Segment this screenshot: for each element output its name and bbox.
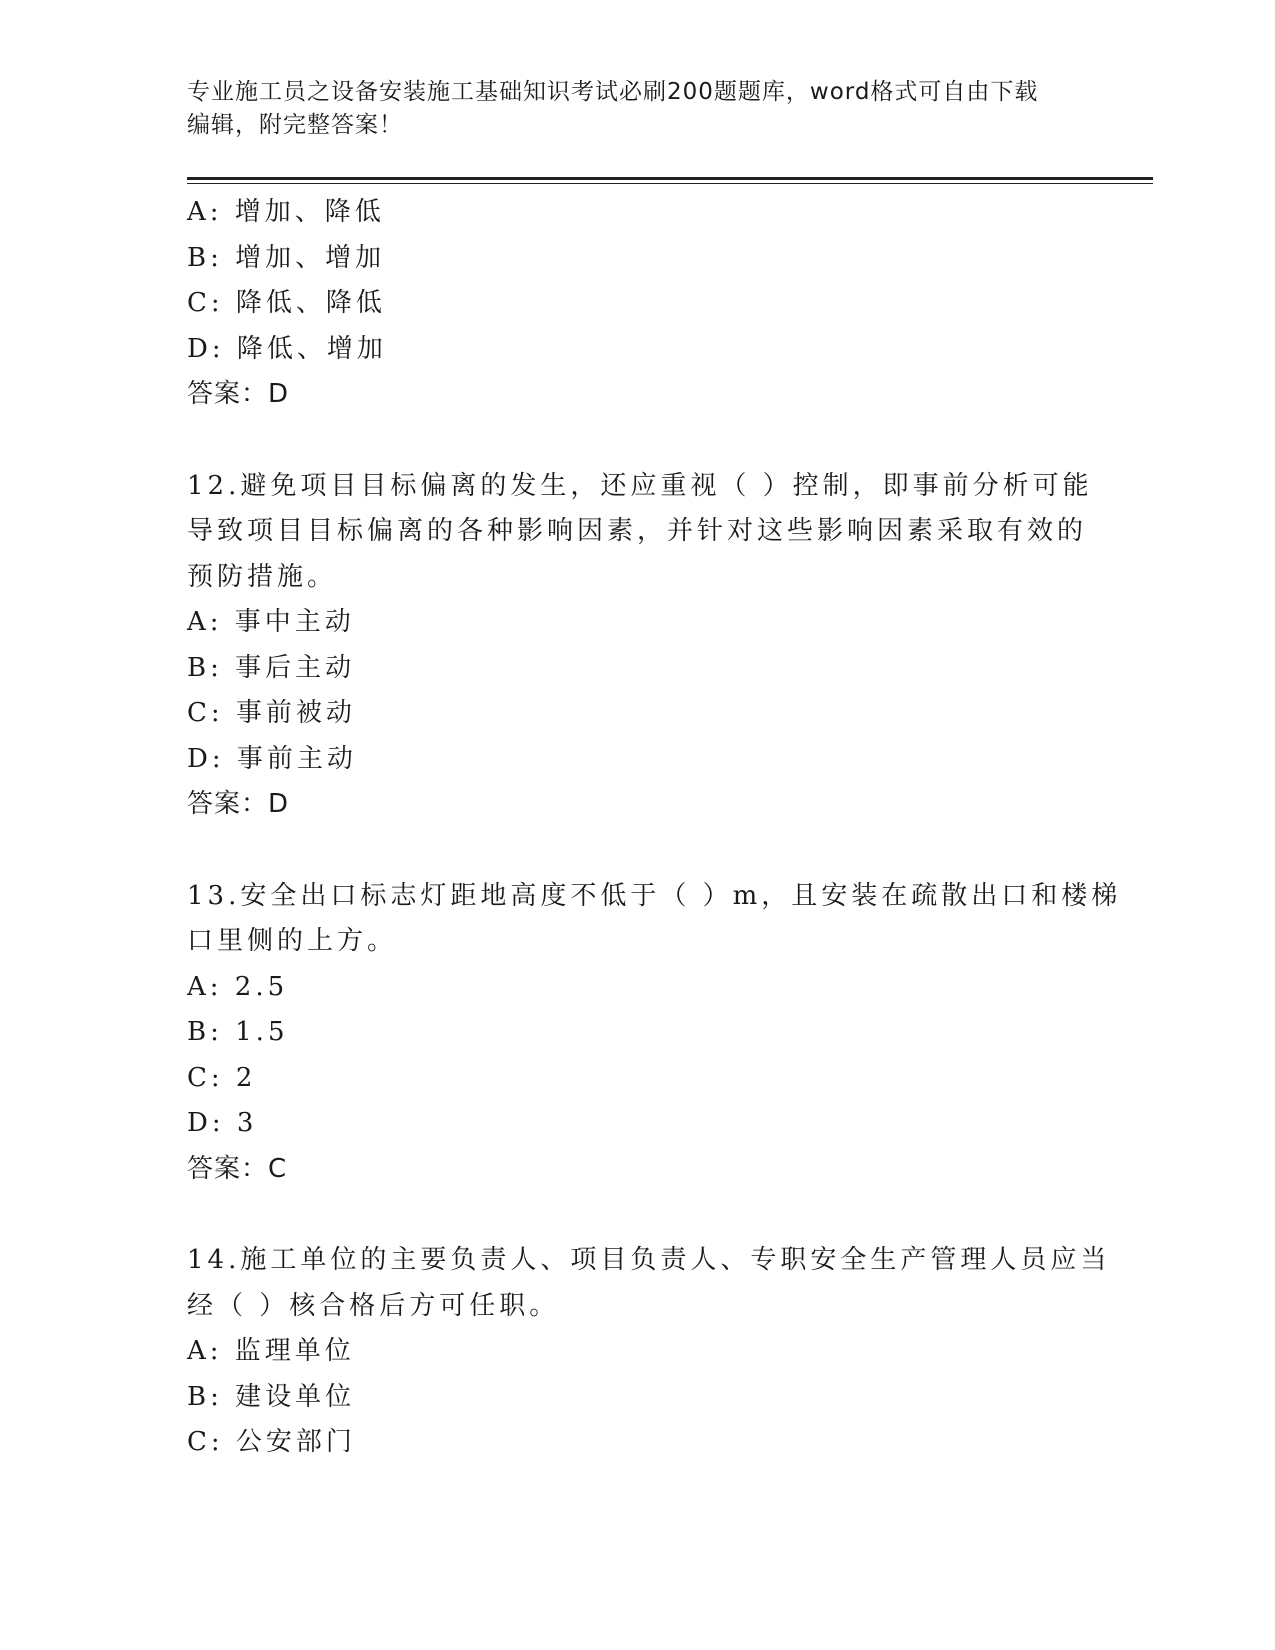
- question-text-line: 经（ ）核合格后方可任职。: [187, 1290, 560, 1321]
- question-text-line: 预防措施。: [187, 561, 338, 592]
- option-c: C: 降低、降低: [187, 288, 386, 318]
- option-a: A: 增加、降低: [187, 197, 385, 227]
- question-14: [187, 1238, 1111, 1466]
- option-c: C: 事前被动: [187, 698, 356, 728]
- question-text-line: 导致项目目标偏离的各种影响因素，并针对这些影响因素采取有效的: [187, 516, 1088, 546]
- question-12: [187, 464, 1093, 828]
- question-text-line: 14.施工单位的主要负责人、项目负责人、专职安全生产管理人员应当: [187, 1245, 1111, 1275]
- option-d: D: 降低、增加: [187, 333, 387, 364]
- option-b: B: 增加、增加: [187, 242, 386, 273]
- question-13: [187, 874, 1122, 1193]
- option-b: B: 建设单位: [187, 1381, 356, 1412]
- header-divider-thick: [187, 177, 1153, 180]
- option-c: C: 公安部门: [187, 1427, 356, 1457]
- option-a: A: 2.5: [187, 971, 289, 1002]
- question-text-line: 13.安全出口标志灯距地高度不低于（ ）m，且安装在疏散出口和楼梯: [187, 880, 1122, 911]
- option-d: D: 3: [187, 1108, 258, 1138]
- header-divider-thin: [187, 183, 1153, 184]
- answer-line: 答案：D: [187, 789, 290, 819]
- question-11-tail: [187, 190, 1087, 418]
- question-list: [187, 190, 1122, 1466]
- answer-line: 答案：C: [187, 1153, 288, 1184]
- answer-line: 答案：D: [187, 379, 290, 409]
- document-header: [187, 76, 1087, 142]
- option-d: D: 事前主动: [187, 743, 357, 774]
- header-line-1: 专业施工员之设备安装施工基础知识考试必刷200题题库，word格式可自由下载: [187, 79, 1039, 105]
- question-text-line: 12.避免项目目标偏离的发生，还应重视（ ）控制，即事前分析可能: [187, 470, 1093, 501]
- option-a: A: 事中主动: [187, 607, 355, 637]
- option-b: B: 事后主动: [187, 652, 356, 683]
- question-text-line: 口里侧的上方。: [187, 926, 398, 956]
- option-a: A: 监理单位: [187, 1336, 355, 1366]
- option-b: B: 1.5: [187, 1017, 289, 1047]
- header-line-2: 编辑，附完整答案！: [187, 112, 403, 138]
- option-c: C: 2: [187, 1062, 257, 1093]
